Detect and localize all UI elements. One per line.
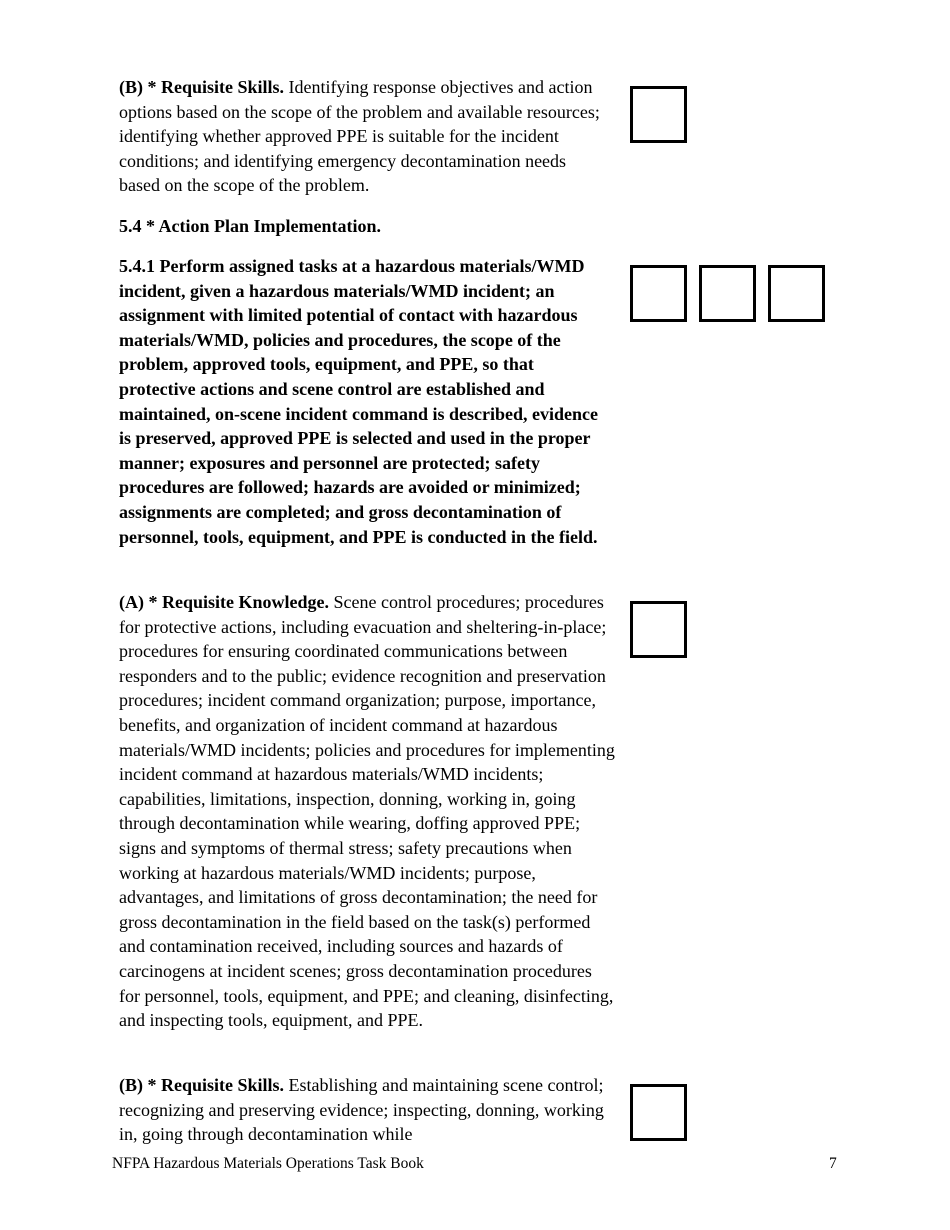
section-b2-label: (B) * Requisite Skills. — [119, 1075, 285, 1095]
section-b-label: (B) * Requisite Skills. — [119, 77, 285, 97]
heading-5-4: 5.4 * Action Plan Implementation. — [119, 216, 382, 236]
checkbox-b-skills[interactable] — [630, 86, 687, 143]
footer-title: NFPA Hazardous Materials Operations Task Book — [112, 1155, 424, 1172]
checkbox-a-knowledge[interactable] — [630, 601, 687, 658]
checkbox-5-4-1-c[interactable] — [768, 265, 825, 322]
checkbox-5-4-1-a[interactable] — [630, 265, 687, 322]
paragraph-5-4-1: 5.4.1 Perform assigned tasks at a hazardous materials/WMD incident, given a hazardous materials/WMD incident; an assignment with limited potential of contact with hazardous materials/WMD, policies and procedures, the scope of the problem, approved tools, equipment, and PPE, so that protective actions and scene control are established and maintained, on-scene incident command is described, evidence is preserved, approved PPE is selected and used in the proper manner; exposures and personnel are protected; safety procedures are followed; hazards are avoided or minimized; assignments are completed; and gross decontamination of personnel, tools, equipment, and PPE is conducted in the field. — [119, 256, 598, 547]
section-a-requisite-knowledge — [119, 590, 615, 1033]
footer-page-number: 7 — [829, 1155, 837, 1172]
section-a-body: Scene control procedures; procedures for protective actions, including evacuation and sheltering-in-place; procedures for ensuring coordinated communications between responders and to the public; evidence recognition and preservation procedures; incident command organization; purpose, importance, benefits, and organization of incident command at hazardous materials/WMD incidents; policies and procedures for implementing incident command at hazardous materials/WMD incidents; capabilities, limitations, inspection, donning, working in, going through decontamination while wearing, doffing approved PPE; signs and symptoms of thermal stress; safety precautions when working at hazardous materials/WMD incidents; purpose, advantages, and limitations of gross decontamination; the need for gross decontamination in the field based on the task(s) performed and contamination received, including sources and hazards of carcinogens at incident scenes; gross decontamination procedures for personnel, tools, equipment, and PPE; and cleaning, disinfecting, and inspecting tools, equipment, and PPE. — [119, 592, 615, 1031]
section-b-requisite-skills — [119, 75, 605, 198]
checkbox-b2-skills[interactable] — [630, 1084, 687, 1141]
section-b-body: Identifying response objectives and action options based on the scope of the problem and available resources; identifying whether approved PPE is suitable for the incident conditions; and identifying emergency decontamination needs based on the scope of the problem. — [119, 77, 600, 196]
section-b2-requisite-skills — [119, 1073, 605, 1147]
section-a-label: (A) * Requisite Knowledge. — [119, 592, 329, 612]
checkbox-5-4-1-b[interactable] — [699, 265, 756, 322]
section-b2-body: Establishing and maintaining scene control; recognizing and preserving evidence; inspecting, donning, working in, going through decontamination while — [119, 1075, 604, 1145]
